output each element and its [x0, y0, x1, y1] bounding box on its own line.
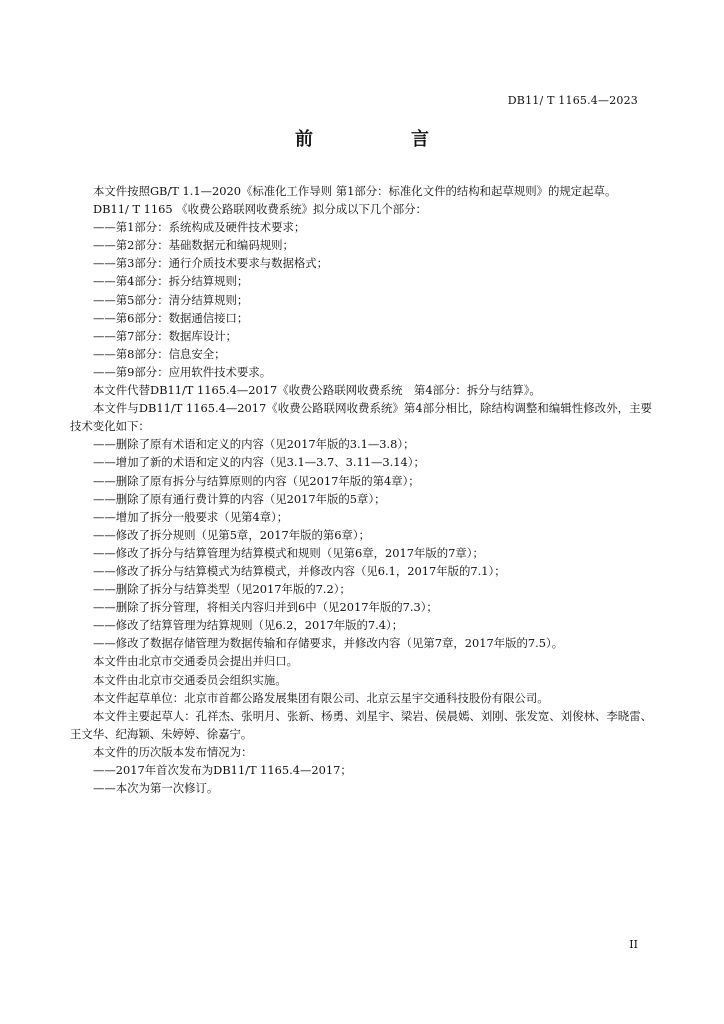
paragraph: DB11/ T 1165 《收费公路联网收费系统》拟分成以下几个部分： — [93, 202, 427, 217]
paragraph: 本文件按照GB/T 1.1—2020《标准化工作导则 第1部分：标准化文件的结构和起草规则》的规定起草。 — [93, 184, 617, 198]
foreword-body — [70, 182, 652, 797]
list-item: ——第6部分：数据通信接口； — [93, 310, 249, 325]
paragraph: 本文件的历次版本发布情况为： — [93, 744, 253, 759]
list-item: ——删除了原有通行费计算的内容（见2017年版的5章）； — [93, 491, 386, 506]
paragraph: 本文件由北京市交通委员会组织实施。 — [93, 672, 287, 687]
list-item: ——修改了数据存储管理为数据传输和存储要求，并修改内容（见第7章，2017年版的7.5）。 — [93, 636, 564, 651]
paragraph: 本文件代替DB11/T 1165.4—2017《收费公路联网收费系统 第4部分：拆分与结算》。 — [93, 383, 541, 398]
list-item: ——删除了拆分与结算类型（见2017年版的7.2）； — [93, 582, 351, 597]
list-item: ——2017年首次发布为DB11/T 1165.4—2017； — [93, 763, 352, 777]
paragraph: 本文件由北京市交通委员会提出并归口。 — [93, 654, 299, 669]
list-item: ——修改了结算管理为结算规则（见6.2，2017年版的7.4）； — [93, 618, 404, 633]
list-item: ——第8部分：信息安全； — [93, 346, 226, 361]
list-item: ——第3部分：通行介质技术要求与数据格式； — [93, 256, 329, 271]
paragraph: 本文件主要起草人：孔祥杰、张明月、张新、杨勇、刘星宇、梁岩、侯晨嫣、刘刚、张发宽、刘俊林、李晓雷、王文华、纪海颖、朱婷婷、徐嘉宁。 — [70, 708, 652, 741]
list-item: ——增加了拆分一般要求（见第4章）； — [93, 509, 289, 524]
list-item: ——删除了拆分管理，将相关内容归并到6中（见2017年版的7.3）； — [93, 600, 438, 615]
list-item: ——删除了原有术语和定义的内容（见2017年版的3.1—3.8）； — [93, 437, 415, 452]
list-item: ——删除了原有拆分与结算原则的内容（见2017年版的第4章）； — [93, 473, 420, 488]
paragraph: 本文件起草单位：北京市首都公路发展集团有限公司、北京云星宇交通科技股份有限公司。 — [93, 690, 549, 705]
list-item: ——第1部分：系统构成及硬件技术要求； — [93, 220, 306, 235]
list-item: ——第7部分：数据库设计； — [93, 328, 237, 343]
list-item: ——第2部分：基础数据元和编码规则； — [93, 238, 294, 253]
paragraph: 本文件与DB11/T 1165.4—2017《收费公路联网收费系统》第4部分相比，除结构调整和编辑性修改外，主要技术变化如下： — [70, 401, 652, 434]
list-item: ——修改了拆分规则（见第5章，2017年版的第6章）； — [93, 527, 370, 542]
list-item: ——第9部分：应用软件技术要求。 — [93, 364, 272, 379]
page-title: 前 言 — [295, 129, 469, 150]
document-code: DB11/ T 1165.4—2023 — [507, 94, 638, 107]
list-item: ——第5部分：清分结算规则； — [93, 292, 249, 307]
page-number: II — [629, 938, 638, 951]
list-item: ——增加了新的术语和定义的内容（见3.1—3.7、3.11—3.14）； — [93, 455, 425, 470]
list-item: ——本次为第一次修订。 — [93, 781, 219, 796]
list-item: ——第4部分：拆分结算规则； — [93, 274, 249, 289]
list-item: ——修改了拆分与结算模式为结算模式，并修改内容（见6.1，2017年版的7.1）； — [93, 563, 506, 578]
list-item: ——修改了拆分与结算管理为结算模式和规则（见第6章，2017年版的7章）； — [93, 545, 484, 560]
